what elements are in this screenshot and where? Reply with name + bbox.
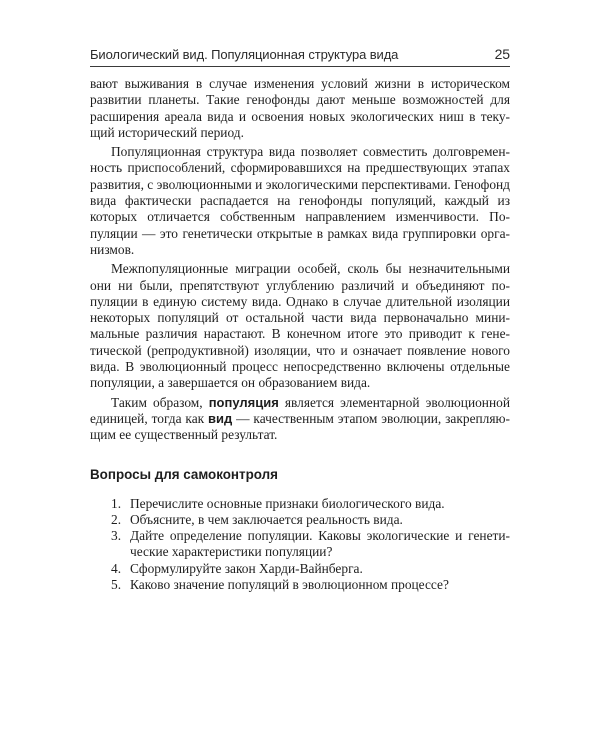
question-number: 1. — [111, 495, 122, 511]
body-text — [90, 76, 510, 444]
questions-list — [90, 496, 510, 594]
question-number: 5. — [111, 577, 122, 593]
term-population: популяция — [208, 394, 279, 410]
question-text: Сформулируйте закон Харди-Вайнберга. — [130, 560, 363, 576]
question-text: Перечислите основные признаки биологического вида. — [130, 495, 445, 511]
conclusion-text-3: — качественным этапом эволюции, закрепляющим ее существенный результат. — [90, 410, 510, 443]
question-item — [90, 561, 510, 577]
paragraph-population-structure: Популяционная структура вида позволяет совместить долговременность приспособлений, сформировавшихся на предшествующих этапах развития, с эволюционными и экологическими перспективами. Генофонд вида фактически распадается на генофонды популяций, каждый из которых отличается собственным направлением изменчивости. Популяции — это генетически открытые в рамках вида группировки организмов. — [90, 144, 510, 257]
question-item — [90, 528, 510, 561]
paragraph-migrations: Межпопуляционные миграции особей, сколь бы незначительными они ни были, препятствуют углублению различий и объединяют популяции в единую систему вида. Однако в случае длительной изоляции некоторых популяций от остальной части вида первоначально минимальные различия нарастают. В конечном итоге это приводит к генетической (репродуктивной) изоляции, что и означает появление нового вида. В эволюционный процесс непосредственно включены отдельные популяции, а завершается он образованием вида. — [90, 261, 510, 391]
book-page — [90, 46, 510, 593]
conclusion-text-1: Таким образом, — [111, 394, 209, 410]
question-text: Объясните, в чем заключается реальность вида. — [130, 511, 403, 527]
conclusion-text-2: является элементарной эволюционной единицей, тогда как — [90, 394, 511, 426]
term-species: вид — [208, 410, 233, 426]
question-item — [90, 496, 510, 512]
running-header-title: Биологический вид. Популяционная структура вида — [90, 47, 399, 62]
page-number: 25 — [494, 46, 510, 62]
paragraph-conclusion — [90, 395, 510, 444]
question-number: 4. — [111, 560, 122, 576]
question-number: 3. — [111, 528, 122, 544]
running-header — [90, 46, 510, 67]
question-number: 2. — [111, 511, 122, 527]
question-item — [90, 577, 510, 593]
question-text: Дайте определение популяции. Каковы экологические и генетические характеристики популяции? — [130, 528, 510, 560]
questions-heading: Вопросы для самоконтроля — [90, 466, 278, 482]
question-text: Каково значение популяций в эволюционном процессе? — [130, 577, 449, 593]
paragraph-continuation: вают выживания в случае изменения условий жизни в историческом развитии планеты. Такие генофонды дают меньше возможностей для расширения ареала вида и освоения новых экологических ниш в текущий исторический период. — [90, 76, 510, 140]
question-item — [90, 512, 510, 528]
